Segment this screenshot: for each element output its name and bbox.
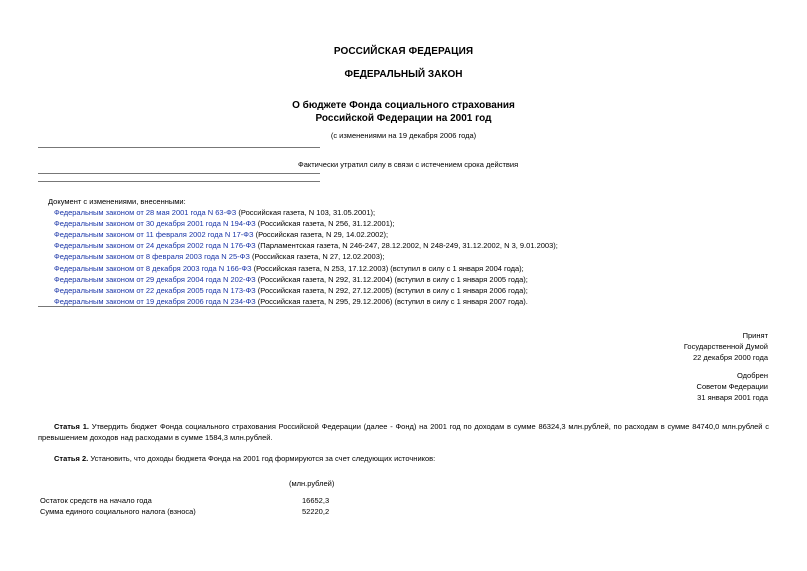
amendments-heading: Документ с изменениями, внесенными:: [48, 197, 186, 206]
amendment-source: (Российская газета, N 103, 31.05.2001);: [236, 208, 376, 218]
adoption-line: Принят: [742, 331, 768, 340]
amendment-item: [48, 251, 558, 262]
amendment-link[interactable]: Федеральным законом от 29 декабря 2004 года N 202-ФЗ: [54, 274, 256, 284]
amendment-link[interactable]: Федеральным законом от 24 декабря 2002 года N 176-ФЗ: [54, 241, 256, 251]
amendment-item: [48, 285, 558, 296]
adoption-line: 22 декабря 2000 года: [692, 353, 768, 362]
country-heading: РОССИЙСКАЯ ФЕДЕРАЦИЯ: [333, 46, 474, 57]
article-label: Статья 2.: [54, 454, 89, 463]
amendment-source: (Российская газета, N 295, 29.12.2006) (вступил в силу с 1 января 2007 года).: [255, 296, 528, 306]
row-label: Остаток средств на начало года: [40, 496, 152, 505]
divider: [38, 147, 320, 148]
amendment-source: (Российская газета, N 253, 17.12.2003) (вступил в силу с 1 января 2004 года);: [251, 263, 524, 273]
amendment-source: (Российская газета, N 27, 12.02.2003);: [249, 252, 385, 262]
table-unit: (млн.рублей): [289, 479, 335, 488]
amendment-item: [48, 240, 558, 251]
amendment-source: (Российская газета, N 256, 31.12.2001);: [255, 219, 395, 229]
approval-line: 31 января 2001 года: [697, 393, 768, 402]
adoption-line: Государственной Думой: [683, 342, 768, 351]
divider: [38, 173, 320, 174]
amendment-link[interactable]: Федеральным законом от 8 декабря 2003 года N 166-ФЗ: [54, 263, 252, 273]
article-1: [38, 421, 769, 443]
title-line-1: О бюджете Фонда социального страхования: [292, 100, 515, 111]
duma-adoption: [684, 330, 768, 363]
article-label: Статья 1.: [54, 422, 89, 431]
approval-line: Советом Федерации: [696, 382, 768, 391]
amendment-link[interactable]: Федеральным законом от 30 декабря 2001 года N 194-ФЗ: [54, 219, 256, 229]
divider: [38, 181, 320, 182]
amendments-block: [48, 196, 558, 307]
amendment-item: [48, 207, 558, 218]
row-value: 16652,3: [302, 496, 330, 505]
amendment-item: [48, 263, 558, 274]
edition-note: (с изменениями на 19 декабря 2006 года): [330, 131, 477, 140]
document-title: [0, 99, 807, 125]
council-approval: [697, 370, 768, 403]
law-type-heading: ФЕДЕРАЛЬНЫЙ ЗАКОН: [344, 69, 463, 80]
article-text: Установить, что доходы бюджета Фонда на 2001 год формируются за счет следующих источников:: [88, 454, 436, 463]
article-text: Утвердить бюджет Фонда социального страхования Российской Федерации (далее - Фонд) на 2001 год по доходам в сумме 86324,3 млн.рублей, по расходам в сумме 84740,0 млн.рублей с превышением доходов над расходами в сумме 1584,3 млн.рублей.: [38, 422, 769, 442]
row-value: 52220,2: [302, 507, 330, 516]
amendment-source: (Российская газета, N 292, 27.12.2005) (вступил в силу с 1 января 2006 года);: [255, 285, 528, 295]
title-line-2: Российской Федерации на 2001 год: [315, 113, 492, 124]
amendment-link[interactable]: Федеральным законом от 19 декабря 2006 года N 234-ФЗ: [54, 296, 256, 306]
status-note: Фактически утратил силу в связи с истечением срока действия: [298, 160, 519, 169]
amendment-link[interactable]: Федеральным законом от 11 февраля 2002 года N 17-ФЗ: [54, 230, 254, 240]
row-label: Сумма единого социального налога (взноса): [40, 507, 196, 516]
article-2: [38, 453, 769, 464]
divider: [38, 306, 320, 307]
amendment-source: (Российская газета, N 29, 14.02.2002);: [253, 230, 389, 240]
amendment-link[interactable]: Федеральным законом от 28 мая 2001 года N 63-ФЗ: [54, 208, 237, 218]
amendment-item: [48, 229, 558, 240]
amendment-item: [48, 218, 558, 229]
approval-line: Одобрен: [737, 371, 768, 380]
amendment-link[interactable]: Федеральным законом от 8 февраля 2003 года N 25-ФЗ: [54, 252, 250, 262]
amendment-item: [48, 274, 558, 285]
amendment-link[interactable]: Федеральным законом от 22 декабря 2005 года N 173-ФЗ: [54, 285, 256, 295]
amendment-source: (Российская газета, N 292, 31.12.2004) (вступил в силу с 1 января 2005 года);: [255, 274, 528, 284]
amendment-source: (Парламентская газета, N 246-247, 28.12.2002, N 248-249, 31.12.2002, N 3, 9.01.2003);: [255, 241, 558, 251]
amendments-list: [48, 207, 558, 307]
